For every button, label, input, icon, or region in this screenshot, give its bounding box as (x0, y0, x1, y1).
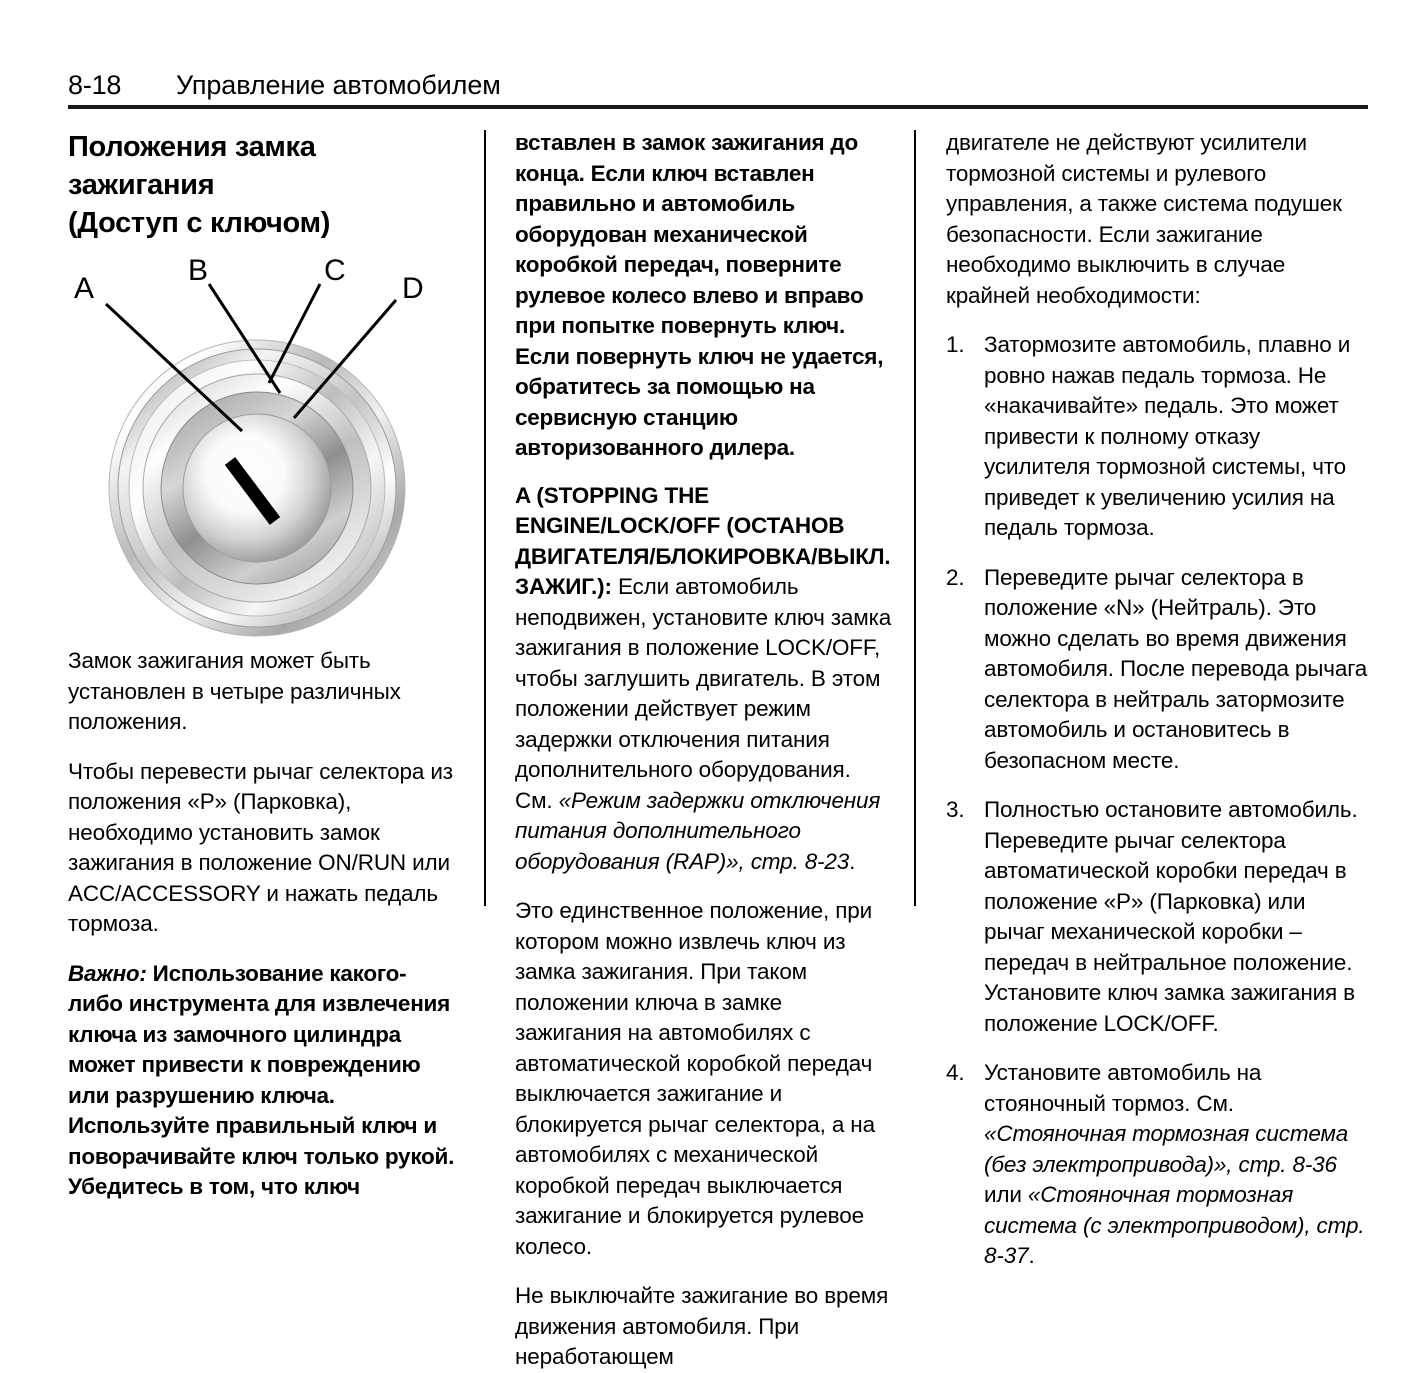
position-a-body: Если автомобиль неподвижен, установите ключ замка зажигания в положение LOCK/OFF, чтобы заглушить двигатель. В этом положении действует режим задержки отключения питания дополнительного оборудования. См. (515, 574, 892, 813)
section-title (68, 128, 456, 242)
list-number: 3. (946, 797, 965, 822)
paragraph-position-a (515, 481, 892, 878)
paragraph-no-assist: двигателе не действуют усилители тормозной системы и рулевого управления, а также система подушек безопасности. Если зажигание необходимо выключить в случае крайней необходимости: (946, 130, 1342, 308)
section-title-line-1: Положения замка (68, 131, 316, 163)
list-text: Полностью остановите автомобиль. Переведите рычаг селектора автоматической коробки передач в положение «P» (Парковка) или рычаг механической коробки – передач в нейтральное положение. Установите ключ замка зажигания в положение LOCK/OFF. (984, 797, 1358, 1036)
column-3 (914, 128, 1368, 1268)
callout-d: D (402, 272, 424, 305)
paragraph-only-position: Это единственное положение, при котором можно извлечь ключ из замка зажигания. При таком положении ключа в замке зажигания на автомобилях с автоматической коробкой передач выключается зажигание и блокируется рычаг селектора, а на автомобилях с механической коробкой передач выключается зажигание и блокируется рулевое колесо. (515, 898, 875, 1259)
list-text-mid: или (984, 1182, 1028, 1207)
section-title-line-3: (Доступ с ключом) (68, 207, 331, 239)
important-text: Использование какого-либо инструмента для извлечения ключа из замочного цилиндра может привести к повреждению или разрушению ключа. Используйте правильный ключ и поворачивайте ключ только рукой. Убедитесь в том, что ключ (68, 960, 455, 1199)
list-text-tail: . (1028, 1243, 1035, 1268)
list-number: 1. (946, 332, 965, 357)
page-number: 8-18 (68, 70, 122, 100)
ignition-lock-figure (62, 256, 452, 646)
reference-parking-brake-electric: «Стояночная тормозная система (с электроприводом), стр. 8-37 (984, 1182, 1365, 1268)
list-item (946, 563, 1368, 777)
callout-a: A (74, 272, 95, 305)
callout-b: B (188, 256, 209, 287)
list-number: 2. (946, 564, 965, 590)
reference-rap-tail: . (849, 848, 856, 874)
section-title-line-2: зажигания (68, 169, 215, 201)
list-text: Переведите рычаг селектора в положение «N» (Нейтраль). Это можно сделать во время движения автомобиля. После перевода рычага селектора в нейтраль затормозите автомобиль и остановитесь в безопасном месте. (984, 564, 1368, 773)
callout-c: C (324, 256, 346, 287)
column-2 (484, 128, 914, 1369)
reference-parking-brake-manual: «Стояночная тормозная система (без электропривода)», стр. 8-36 (984, 1121, 1349, 1177)
column-1 (68, 128, 484, 1199)
reference-rap: «Режим задержки отключения питания дополнительного оборудования (RAP)», стр. 8-23 (515, 787, 881, 874)
emergency-steps-list (946, 330, 1368, 1272)
list-number: 4. (946, 1060, 965, 1085)
header-row (68, 70, 1368, 106)
list-item (946, 1058, 1368, 1272)
paragraph-four-positions: Замок зажигания может быть установлен в четыре различных положения. (68, 648, 401, 734)
list-text-lead: Установите автомобиль на стояночный тормоз. См. (984, 1060, 1262, 1116)
heading-position-a: A (STOPPING THE ENGINE/LOCK/OFF (ОСТАНОВ ДВИГАТЕЛЯ/БЛОКИРОВКА/ВЫКЛ. ЗАЖИГ.): (515, 482, 891, 599)
list-text: Затормозите автомобиль, плавно и ровно нажав педаль тормоза. Не «накачивайте» педаль. Это может привести к полному отказу усилителя тормозной системы, что приведет к увеличению усилия на педаль тормоза. (984, 332, 1351, 540)
column-layout (68, 128, 1368, 1369)
page-header (68, 70, 1368, 114)
list-item (946, 795, 1368, 1039)
header-rule (68, 105, 1368, 109)
paragraph-shift-from-park: Чтобы перевести рычаг селектора из положения «P» (Парковка), необходимо установить замок зажигания в положение ON/RUN или ACC/ACCESSORY и нажать педаль тормоза. (68, 758, 453, 936)
chapter-title: Управление автомобилем (176, 70, 501, 100)
paragraph-do-not-turn-off: Не выключайте зажигание во время движения автомобиля. При неработающем (515, 1283, 889, 1369)
list-item (946, 330, 1368, 544)
paragraph-key-inserted: вставлен в замок зажигания до конца. Если ключ вставлен правильно и автомобиль оборудован механической коробкой передач, поверните рулевое колесо влево и вправо при попытке повернуть ключ. Если повернуть ключ не удается, обратитесь за помощью на сервисную станцию авторизованного дилера. (515, 130, 884, 460)
important-label: Важно: (68, 960, 147, 986)
paragraph-important (68, 959, 456, 1203)
